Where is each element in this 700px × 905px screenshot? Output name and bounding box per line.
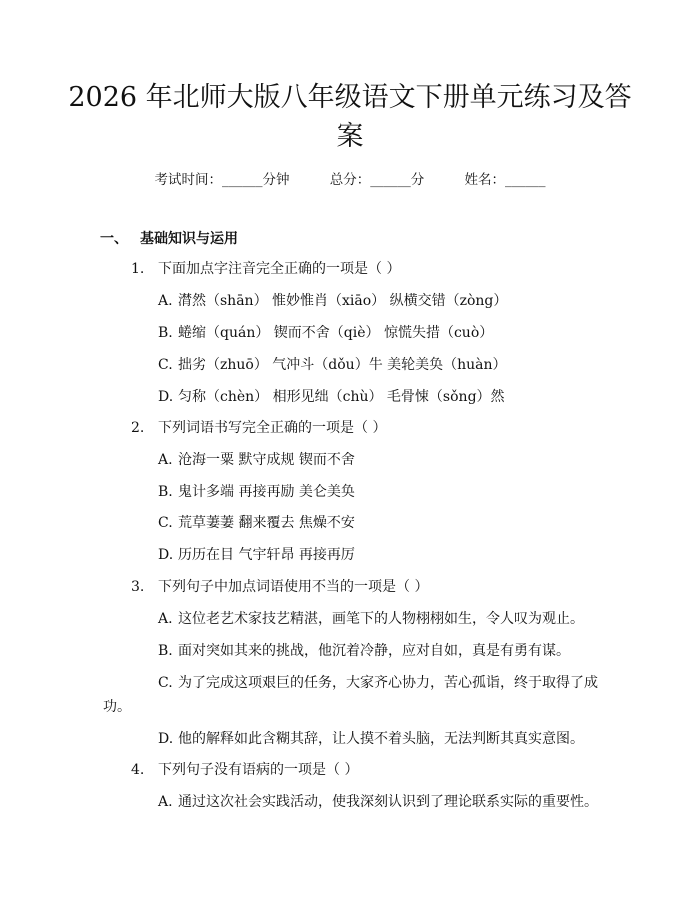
option-item: B. 面对突如其来的挑战，他沉着冷静，应对自如，真是有勇有谋。: [158, 643, 570, 659]
option-item: D. 历历在目 气宇轩昂 再接再厉: [158, 547, 355, 563]
option-item: C. 拙劣（zhuō） 气冲斗（dǒu）牛 美轮美奂（huàn）: [158, 357, 507, 373]
option-item: D. 匀称（chèn） 相形见绌（chù） 毛骨悚（sǒng）然: [158, 389, 505, 405]
question-3: 3. 下列句子中加点词语使用不当的一项是（ ）: [131, 579, 429, 595]
page-title: 2026 年北师大版八年级语文下册单元练习及答案: [68, 82, 632, 152]
section-number: 一、: [100, 231, 128, 247]
question-1: 1. 下面加点字注音完全正确的一项是（ ）: [131, 261, 401, 277]
total-score: 总分：______分: [329, 172, 425, 188]
option-item: D. 他的解释如此含糊其辞，让人摸不着头脑，无法判断其真实意图。: [158, 731, 584, 747]
question-text: 下列词语书写完全正确的一项是（ ）: [158, 420, 387, 436]
option-item: C. 为了完成这项艰巨的任务，大家齐心协力，苦心孤诣，终于取得了成: [158, 675, 598, 691]
exam-info: [0, 168, 700, 188]
question-text: 下面加点字注音完全正确的一项是（ ）: [158, 261, 401, 277]
question-2: 2. 下列词语书写完全正确的一项是（ ）: [131, 420, 387, 436]
question-text: 下列句子中加点词语使用不当的一项是（ ）: [158, 579, 429, 595]
question-text: 下列句子没有语病的一项是（ ）: [158, 762, 359, 778]
option-continuation: 功。: [103, 699, 131, 715]
student-name: 姓名：______: [464, 172, 546, 188]
option-item: A. 沧海一粟 默守成规 锲而不舍: [158, 452, 355, 468]
option-item: A. 潸然（shān） 惟妙惟肖（xiāo） 纵横交错（zòng）: [158, 293, 508, 309]
option-item: A. 这位老艺术家技艺精湛，画笔下的人物栩栩如生，令人叹为观止。: [158, 611, 584, 627]
option-item: A. 通过这次社会实践活动，使我深刻认识到了理论联系实际的重要性。: [158, 794, 598, 810]
section-heading: [100, 229, 238, 249]
section-title: 基础知识与运用: [140, 231, 238, 247]
option-item: B. 鬼计多端 再接再励 美仑美奂: [158, 484, 355, 500]
question-4: 4. 下列句子没有语病的一项是（ ）: [131, 762, 359, 778]
option-item: C. 荒草萋萋 翻来覆去 焦燥不安: [158, 515, 355, 531]
exam-time: 考试时间：______分钟: [154, 172, 290, 188]
option-item: B. 蜷缩（quán） 锲而不舍（qiè） 惊慌失措（cuò）: [158, 325, 494, 341]
